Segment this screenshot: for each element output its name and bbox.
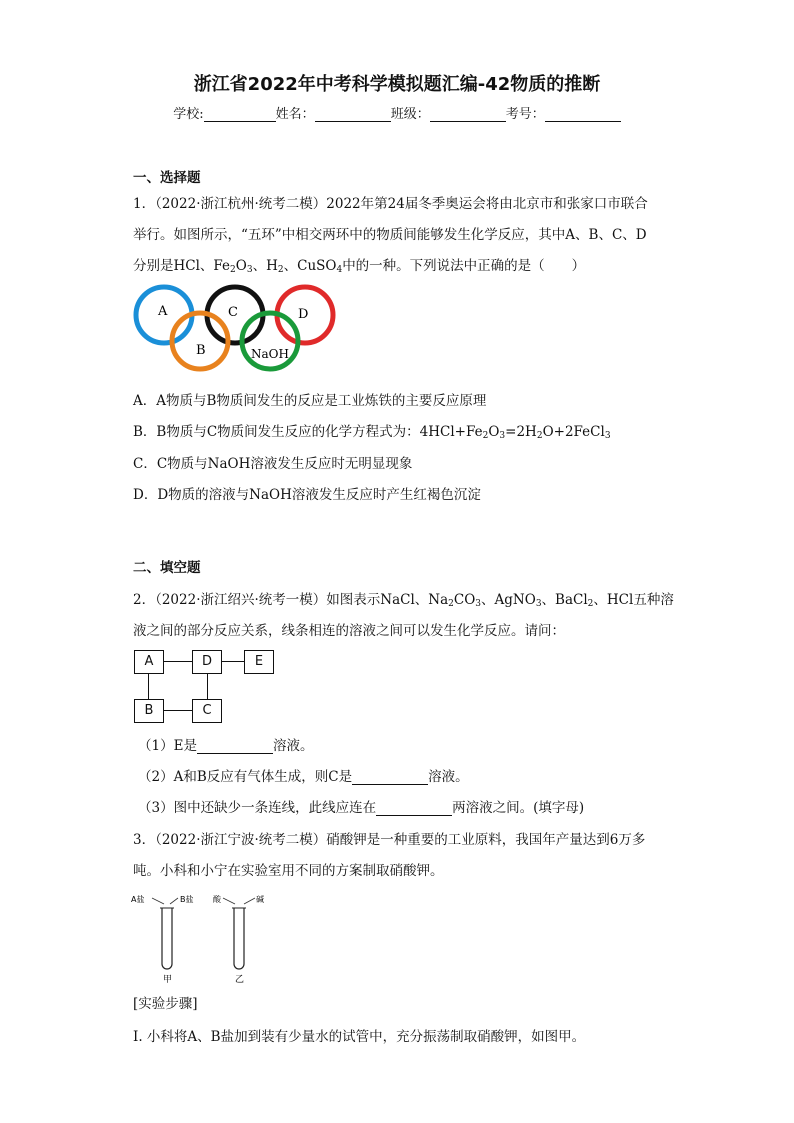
class-blank[interactable]	[430, 107, 506, 122]
ring-label-a: A	[158, 304, 168, 319]
q3-text-line1: 3．（2022·浙江宁波·统考二模）硝酸钾是一种重要的工业原料，我国年产量达到6万多	[133, 832, 646, 848]
q1-text-line3: 分别是HCl、$Fe_2O_3$、$H_2$、CuSO$_4$中的一种。下列说法中正确的是（ ）	[133, 258, 586, 275]
q1-text-line1: 1．（2022·浙江杭州·统考二模）2022年第24届冬季奥运会将由北京市和张家口市联合	[133, 196, 648, 212]
q1-option-c[interactable]: C．C物质与NaOH溶液发生反应时无明显现象	[133, 456, 413, 472]
q2-sub2-blank[interactable]	[352, 770, 428, 785]
label-acid: 酸	[213, 895, 221, 904]
test-tubes-figure	[128, 890, 278, 985]
test-tube-jia	[162, 908, 172, 969]
label-a-salt: A盐	[131, 895, 145, 904]
section-heading-choice: 一、选择题	[133, 170, 201, 186]
q2-sub1-blank[interactable]	[197, 739, 273, 754]
test-tube-yi	[234, 908, 244, 969]
ring-label-d: D	[298, 307, 309, 322]
section-heading-fill: 二、填空题	[133, 560, 201, 576]
q2-sub3: （3）图中还缺少一条连线，此线应连在 两溶液之间。(填字母)	[138, 800, 585, 816]
box-a: A	[134, 650, 164, 674]
name-blank[interactable]	[315, 107, 391, 122]
label-yi: 乙	[235, 975, 245, 985]
q1-option-d[interactable]: D．D物质的溶液与NaOH溶液发生反应时产生红褐色沉淀	[133, 487, 481, 503]
class-label: 班级：	[390, 107, 430, 122]
name-label: 姓名：	[275, 107, 315, 122]
q2-sub2: （2）A和B反应有气体生成，则C是 溶液。	[138, 769, 469, 785]
ring-label-naoh: NaOH	[251, 347, 289, 361]
q1-option-a[interactable]: A．A物质与B物质间发生的反应是工业炼铁的主要反应原理	[133, 393, 487, 409]
ring-label-b: B	[196, 343, 206, 358]
q2-text-line1: 2．（2022·浙江绍兴·统考一模）如图表示NaCl、$Na_2CO_3$、AgNO$_3$、BaCl$_2$、HCl五种溶	[133, 592, 674, 609]
exam-no-blank[interactable]	[545, 107, 621, 122]
ring-label-c: C	[228, 305, 238, 320]
box-e: E	[244, 650, 274, 674]
label-base: 碱	[256, 895, 264, 904]
q2-text-line2: 液之间的部分反应关系，线条相连的溶液之间可以发生化学反应。请问：	[133, 623, 565, 639]
box-c: C	[192, 699, 222, 723]
experiment-steps-heading: [实验步骤]	[133, 996, 198, 1012]
experiment-step-1: I. 小科将A、B盐加到装有少量水的试管中，充分振荡制取硝酸钾，如图甲。	[133, 1029, 586, 1045]
box-b: B	[134, 699, 164, 723]
q2-sub1: （1）E是 溶液。	[138, 738, 314, 754]
q3-text-line2: 吨。小科和小宁在实验室用不同的方案制取硝酸钾。	[133, 863, 444, 879]
page-title: 浙江省2022年中考科学模拟题汇编-42物质的推断	[193, 74, 601, 95]
q1-text-line2: 举行。如图所示，“五环”中相交两环中的物质间能够发生化学反应，其中A、B、C、D	[133, 227, 647, 243]
exam-no-label: 考号：	[505, 107, 545, 122]
school-label: 学校:	[173, 107, 204, 122]
label-b-salt: B盐	[180, 895, 194, 904]
student-info-line	[0, 103, 794, 122]
olympic-rings-figure	[128, 282, 343, 374]
label-jia: 甲	[163, 975, 173, 985]
q2-sub3-blank[interactable]	[376, 801, 452, 816]
school-blank[interactable]	[204, 107, 276, 122]
box-d: D	[192, 650, 222, 674]
q1-option-b[interactable]: B．B物质与C物质间发生反应的化学方程式为：$4HCl+Fe_2O_3=2H_2O+2FeCl_3$	[133, 424, 611, 441]
